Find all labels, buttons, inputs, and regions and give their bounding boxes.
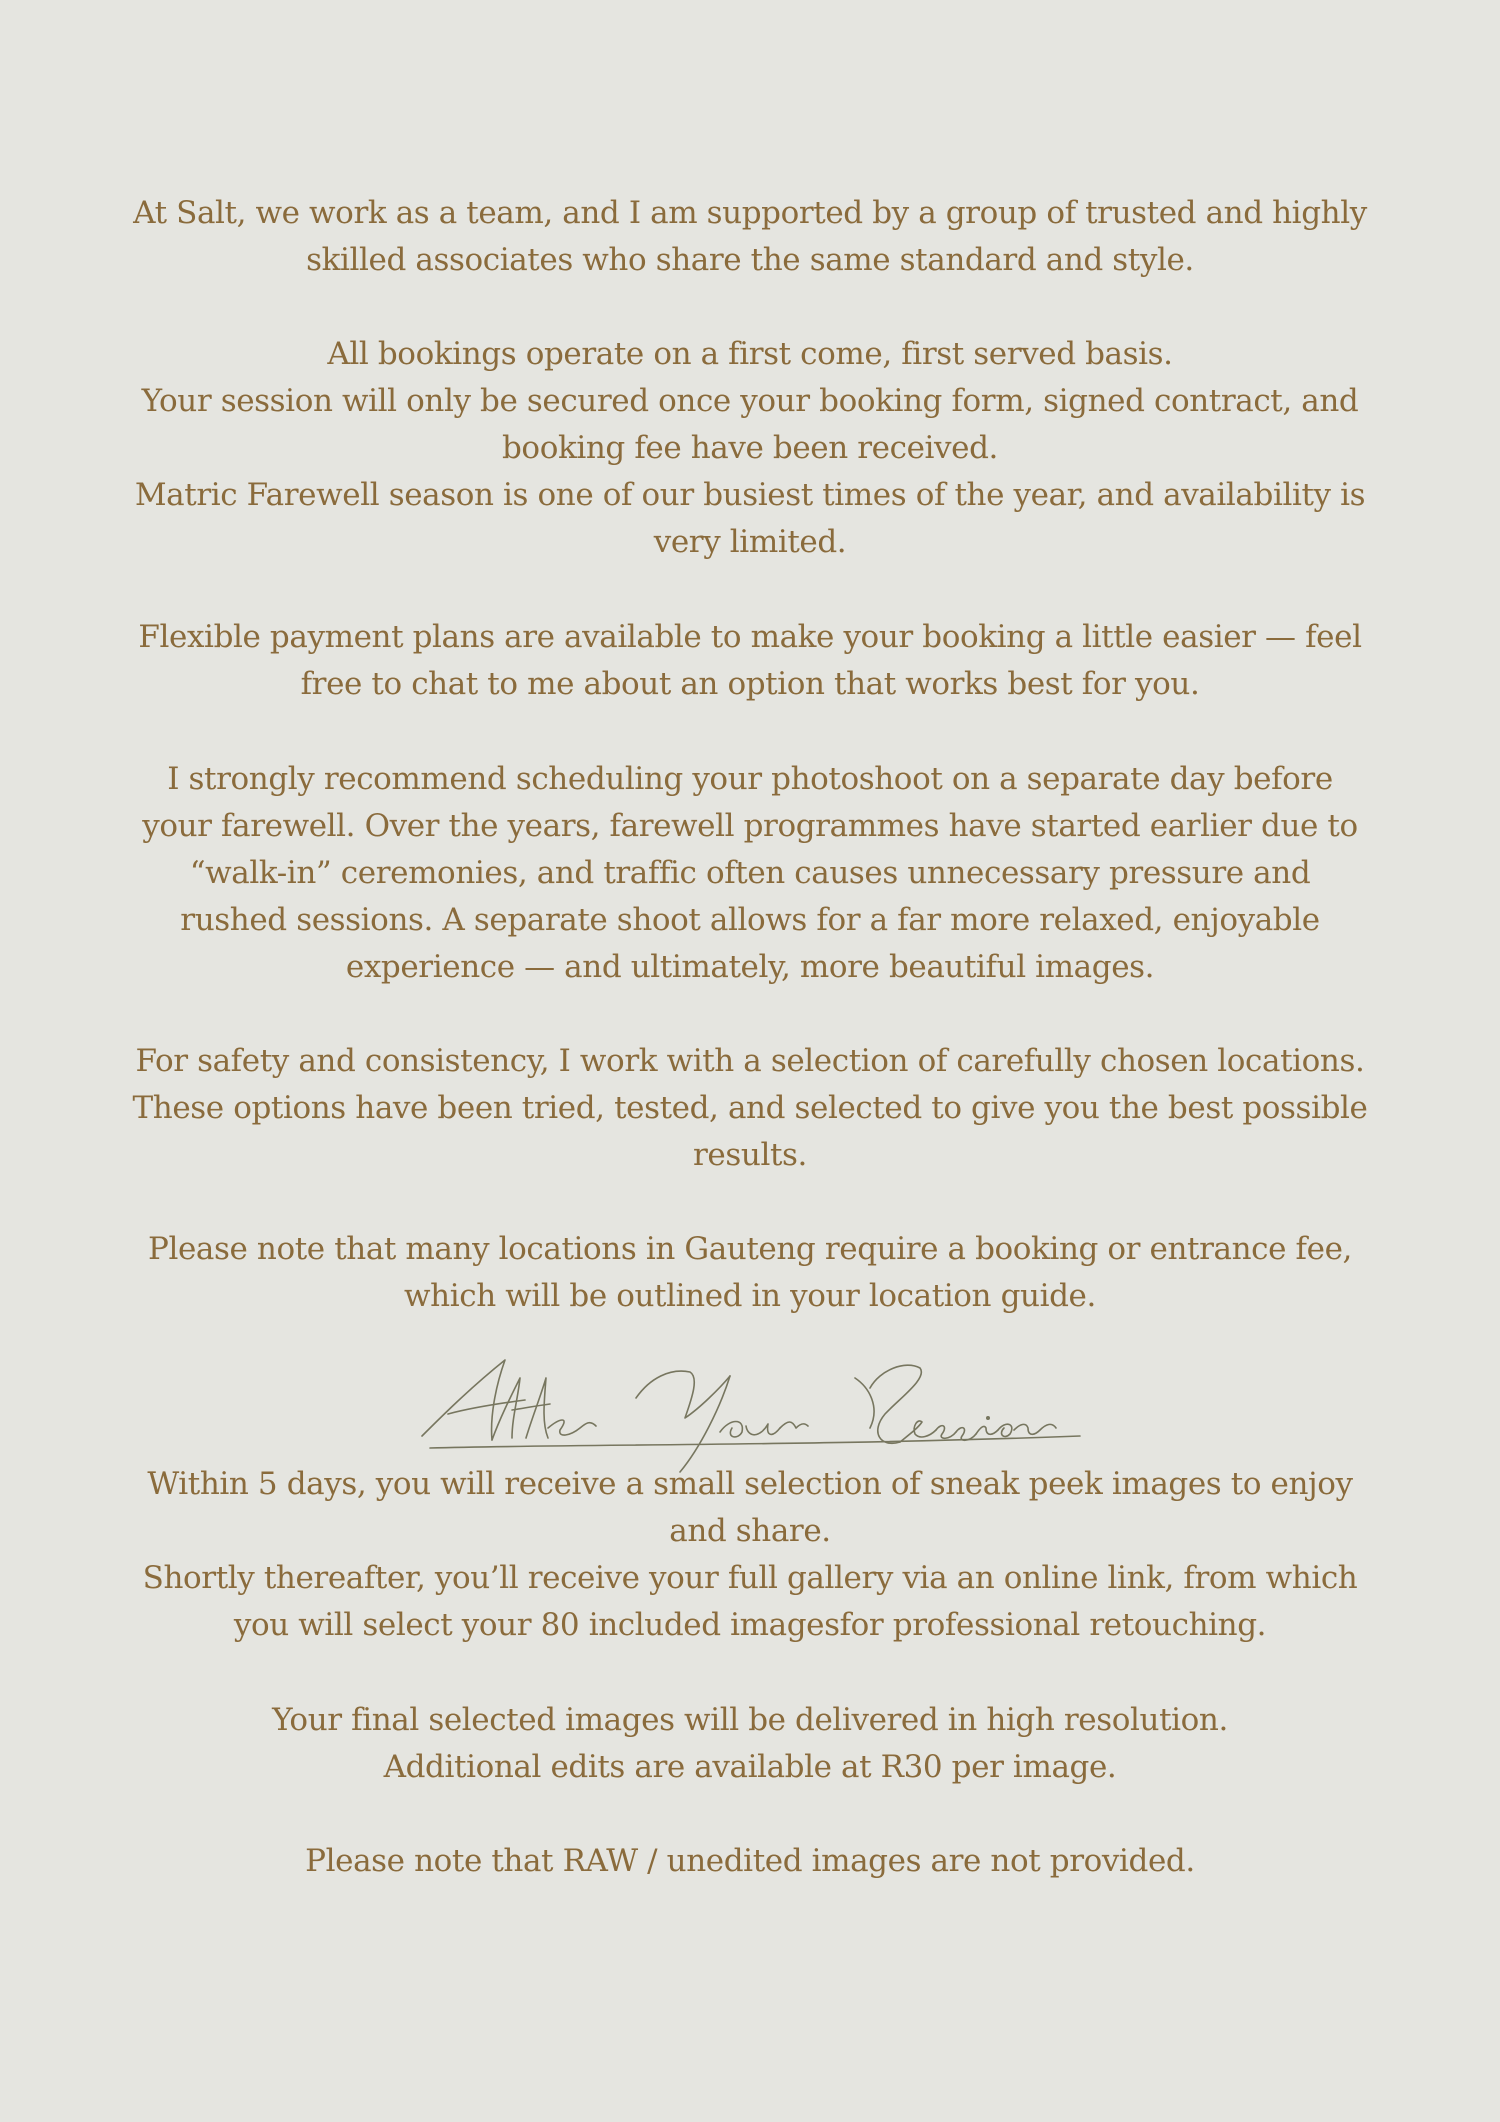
- after-your-session-heading: [400, 1348, 1100, 1478]
- intro-text: At Salt, we work as a team, and I am supported by a group of trusted and highly skilled associates who share the same standard and style.: [133, 195, 1367, 278]
- raw-note-text: Please note that RAW / unedited images are not provided.: [305, 1843, 1195, 1879]
- sneak-peek-paragraph: [130, 1461, 1370, 1649]
- raw-note-paragraph: [130, 1838, 1370, 1885]
- locations-text: For safety and consistency, I work with a selection of carefully chosen locations. These options have been tried, tested, and selected to give you the best possible results.: [132, 1043, 1368, 1173]
- locations-paragraph: [130, 1038, 1370, 1179]
- bookings-text: All bookings operate on a first come, first served basis. Your session will only be secured once your booking form, signed contract, and booking fee have been received. Matric Farewell season is one of our busiest times of the year, and availability is very limited.: [134, 336, 1366, 560]
- delivery-paragraph: [130, 1697, 1370, 1791]
- after-your-session-script: [400, 1348, 1100, 1478]
- fees-text: Please note that many locations in Gauteng require a booking or entrance fee, which will be outlined in your location guide.: [148, 1231, 1352, 1314]
- scheduling-text: I strongly recommend scheduling your photoshoot on a separate day before your farewell. Over the years, farewell programmes have started earlier due to “walk-in” ceremonies, and traffic often causes unnecessary pressure and rushed sessions. A separate shoot allows for a far more relaxed, enjoyable experience — and ultimately, more beautiful images.: [142, 761, 1358, 985]
- payment-paragraph: [130, 614, 1370, 708]
- sneak-peek-text: Within 5 days, you will receive a small selection of sneak peek images to enjoy and share. Shortly thereafter, you’ll receive your full gallery via an online link, from which you will select your 80 included imagesfor professional retouching.: [142, 1466, 1358, 1643]
- intro-paragraph: [130, 190, 1370, 284]
- payment-text: Flexible payment plans are available to make your booking a little easier — feel free to chat to me about an option that works best for you.: [138, 619, 1362, 702]
- delivery-text: Your final selected images will be delivered in high resolution. Additional edits are available at R30 per image.: [272, 1702, 1228, 1785]
- bookings-paragraph: [130, 331, 1370, 566]
- scheduling-paragraph: [130, 756, 1370, 991]
- fees-paragraph: [130, 1226, 1370, 1320]
